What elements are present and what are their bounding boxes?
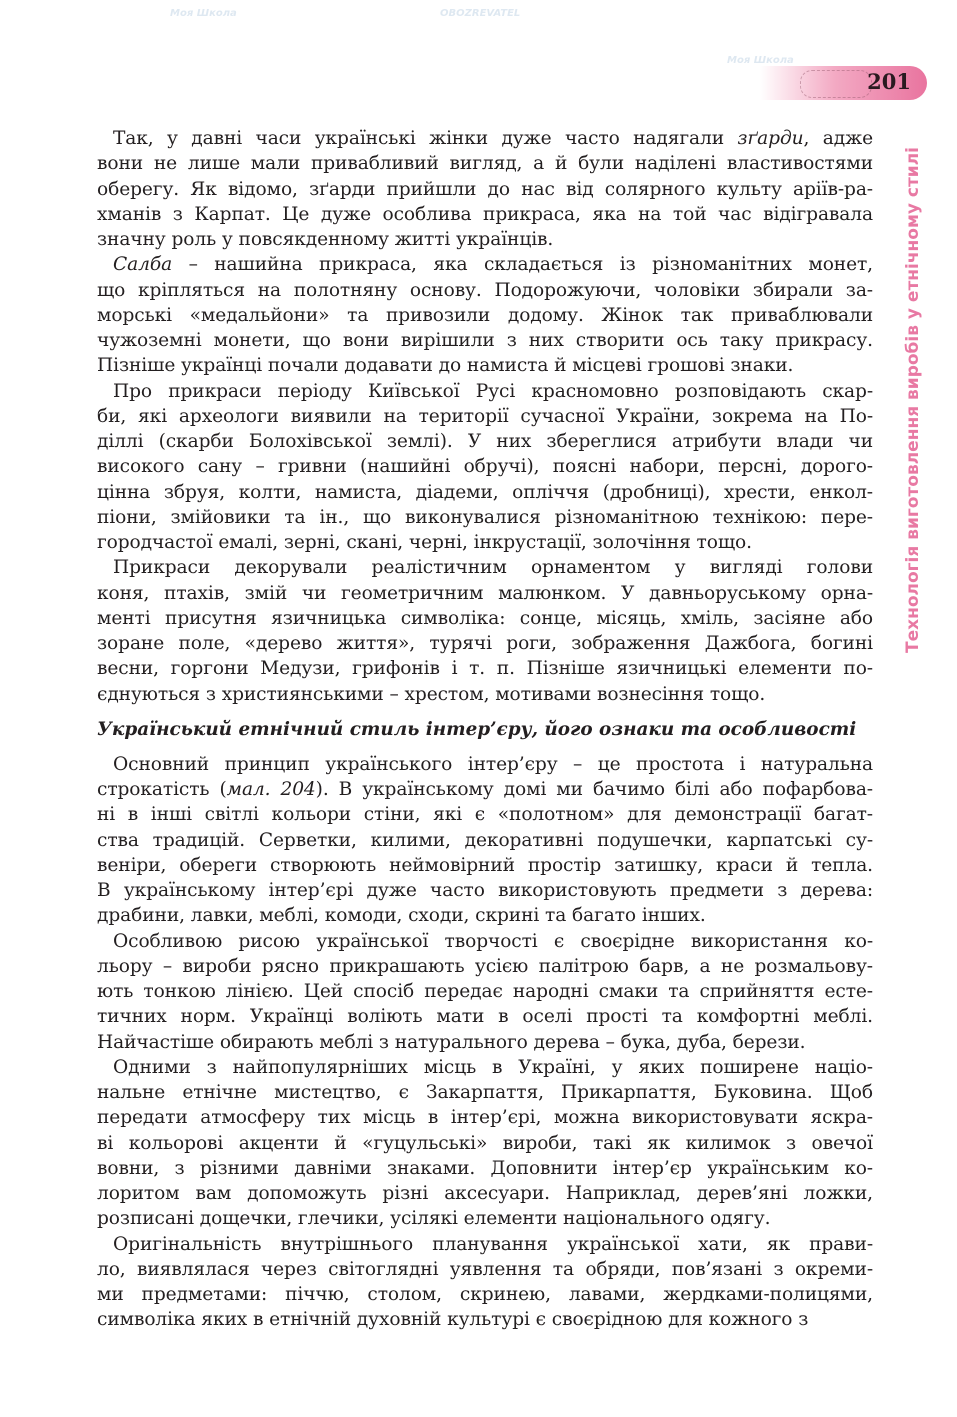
paragraph-line: [97, 328, 873, 353]
paragraph-line: [97, 979, 873, 1004]
paragraph-line: [97, 454, 873, 479]
text-segment: вовни, з різними давніми знаками. Доповнити інтер’єр українським ко-: [97, 1157, 873, 1179]
text-segment: зоране поле, «дерево життя», турячі роги, зображення Дажбога, богині: [97, 633, 873, 654]
text-segment: би, які археологи виявили на території сучасної України, зокрема на По-: [97, 405, 873, 427]
text-segment: В українському інтер’єрі дуже часто використовують предмети з дерева:: [97, 880, 873, 901]
text-segment: вони не лише мали привабливий вигляд, а й були наділені властивостями: [97, 153, 873, 175]
text-segment: , адже: [803, 128, 873, 149]
text-segment: Так, у давні часи українські жінки дуже часто надягали: [113, 128, 738, 149]
text-segment: ло, виявлялася через світоглядні уявлення та обряди, пов’язані з окреми-: [97, 1258, 873, 1280]
paragraph-line: [97, 1232, 873, 1257]
text-segment: коня, птахів, змій чи геометричним малюнком. У давньоруському орна-: [97, 582, 873, 604]
paragraph-line: [97, 752, 873, 777]
text-segment: передати атмосферу тих місць в інтер’єрі, можна використовувати яскра-: [97, 1107, 873, 1129]
text-segment: хманів з Карпат. Це дуже особлива прикраса, яка на той час відігравала: [97, 203, 873, 225]
paragraph-line: [97, 404, 873, 429]
text-segment: городчастої емалі, зерні, скані, черні, інкрустації, золочіння тощо.: [97, 532, 752, 553]
chapter-title: Технологія виготовлення виробів у етнічному стилі: [903, 147, 923, 653]
chapter-sidebar: [900, 130, 926, 670]
paragraph-line: [97, 177, 873, 202]
text-segment: чужоземні монети, що вони вирішили з них створити ось таку прикрасу.: [97, 330, 873, 351]
paragraph-line: [97, 656, 873, 681]
paragraph-line: [97, 480, 873, 505]
paragraph-line: [97, 581, 873, 606]
page-number: 201: [867, 69, 911, 94]
paragraph-line: [97, 1105, 873, 1130]
paragraph-line: [97, 126, 873, 151]
paragraph-line: [97, 353, 873, 378]
paragraph-line: [97, 802, 873, 827]
text-segment: діллі (скарби Болохівської землі). У них збереглися атрибути влади чи: [97, 431, 873, 452]
text-after-heading: [97, 752, 873, 1333]
text-segment: єднуються з християнськими – хрестом, мотивами вознесіння тощо.: [97, 683, 766, 705]
text-segment: Прикраси декорували реалістичним орнаментом у вигляді голови: [113, 557, 873, 579]
paragraph-line: [97, 682, 873, 707]
paragraph-line: [97, 828, 873, 853]
paragraph-line: [97, 379, 873, 404]
text-segment: Пізніше українці почали додавати до намиста й місцеві грошові знаки.: [97, 355, 794, 377]
text-segment: оберегу. Як відомо, зґарди прийшли до нас від солярного культу аріїв-ра-: [97, 178, 873, 200]
paragraph-line: [97, 1156, 873, 1181]
paragraph-line: [97, 505, 873, 530]
text-segment: високого сану – гривни (нашийні обручі), поясні набори, персні, дорого-: [97, 456, 873, 478]
paragraph-line: [97, 555, 873, 580]
text-segment: Особливою рисою української творчості є своєрідне використання ко-: [113, 930, 873, 952]
page-body: [97, 126, 873, 1333]
italic-term: мал. 204: [226, 779, 316, 800]
text-segment: що кріпляться на полотняну основу. Подорожуючи, чоловіки збирали за-: [97, 279, 873, 301]
paragraph-line: [97, 202, 873, 227]
text-segment: весни, горгони Медузи, грифонів і т. п. Пізніше язичницькі елементи по-: [97, 658, 873, 680]
text-segment: Одними з найпопулярніших місць в Україні, у яких поширене націо-: [113, 1056, 873, 1078]
watermark: Моя Школа: [170, 8, 237, 19]
paragraph-line: [97, 1206, 873, 1231]
text-segment: ). В українському домі ми бачимо білі або пофарбова-: [315, 779, 873, 800]
paragraph-line: [97, 1307, 873, 1332]
paragraph-line: [97, 227, 873, 252]
text-segment: ства традицій. Серветки, килими, декоративні подушечки, карпатські су-: [97, 829, 873, 851]
paragraph-line: [97, 929, 873, 954]
text-segment: нальне етнічне мистецтво, є Закарпаття, Прикарпаття, Буковина. Щоб: [97, 1082, 873, 1103]
watermark: Моя Школа: [727, 55, 794, 66]
paragraph-line: [97, 1080, 873, 1105]
paragraph-line: [97, 1181, 873, 1206]
paragraph-line: [97, 1030, 873, 1055]
paragraph-line: [97, 878, 873, 903]
paragraph-line: [97, 853, 873, 878]
text-segment: ють тонкою лінією. Цей спосіб передає народні смаки та сприйняття есте-: [97, 981, 873, 1002]
text-segment: Оригінальність внутрішнього планування української хати, як прави-: [113, 1233, 873, 1255]
text-segment: Найчастіше обирають меблі з натурального дерева – бука, дуба, берези.: [97, 1031, 806, 1053]
text-segment: символіка яких в етнічній духовній культурі є своєрідною для кожного з: [97, 1309, 809, 1331]
paragraph-line: [97, 777, 873, 802]
section-heading: Український етнічний стиль інтер’єру, його ознаки та особливості: [97, 718, 857, 740]
text-segment: ві кольорові акценти й «гуцульські» вироби, такі як килимок з овечої: [97, 1132, 873, 1154]
text-segment: піони, змійовики та ін., що виконувалися різноманітною технікою: пере-: [97, 506, 873, 528]
paragraph-line: [97, 252, 873, 277]
ornament-decoration: [800, 70, 872, 98]
text-segment: морські «медальйони» та привозили додому. Жінок так приваблювали: [97, 304, 873, 326]
text-segment: Про прикраси періоду Київської Русі красномовно розповідають скар-: [113, 380, 873, 402]
paragraph-line: [97, 303, 873, 328]
paragraph-line: [97, 1257, 873, 1282]
text-segment: ні в інші світлі кольори стіни, які є «полотном» для демонстрації багат-: [97, 804, 873, 826]
text-segment: строкатість (: [97, 779, 227, 800]
paragraph-line: [97, 631, 873, 656]
text-segment: Основний принцип українського інтер’єру – це простота і натуральна: [113, 753, 873, 775]
text-segment: веніри, обереги створюють неймовірний простір затишку, краси й тепла.: [97, 854, 873, 876]
page-number-tab: [760, 66, 927, 100]
text-segment: лоритом вам допоможуть різні аксесуари. Наприклад, дерев’яні ложки,: [97, 1183, 873, 1204]
text-segment: значну роль у повсякденному житті українців.: [97, 229, 554, 250]
text-segment: драбини, лавки, меблі, комоди, сходи, скрині та багато інших.: [97, 905, 706, 927]
text-segment: менті присутня язичницька символіка: сонце, місяць, хміль, засіяне або: [97, 607, 873, 629]
text-segment: розписані дощечки, глечики, усілякі елементи національного одягу.: [97, 1208, 771, 1230]
text-segment: – нашийна прикраса, яка складається із різноманітних монет,: [172, 254, 873, 276]
paragraph-line: [97, 429, 873, 454]
paragraph-line: [97, 151, 873, 176]
paragraph-line: [97, 1055, 873, 1080]
text-before-heading: [97, 126, 873, 707]
paragraph-line: [97, 606, 873, 631]
italic-term: Салба: [113, 254, 173, 276]
text-segment: тичних норм. Українці воліють мати в оселі прості та комфортні меблі.: [97, 1006, 873, 1028]
italic-term: зґарди: [737, 128, 804, 149]
paragraph-line: [97, 1282, 873, 1307]
paragraph-line: [97, 530, 873, 555]
text-segment: льору – вироби рясно прикрашають усією палітрою барв, а не розмальову-: [97, 955, 873, 977]
paragraph-line: [97, 1004, 873, 1029]
paragraph-line: [97, 278, 873, 303]
text-segment: ми предметами: піччю, столом, скринею, лавами, жердками-полицями,: [97, 1284, 873, 1305]
paragraph-line: [97, 1131, 873, 1156]
paragraph-line: [97, 954, 873, 979]
text-segment: цінна збруя, колти, намиста, діадеми, опліччя (дробниці), хрести, енкол-: [97, 481, 873, 503]
paragraph-line: [97, 903, 873, 928]
watermark: OBOZREVATEL: [440, 8, 521, 19]
